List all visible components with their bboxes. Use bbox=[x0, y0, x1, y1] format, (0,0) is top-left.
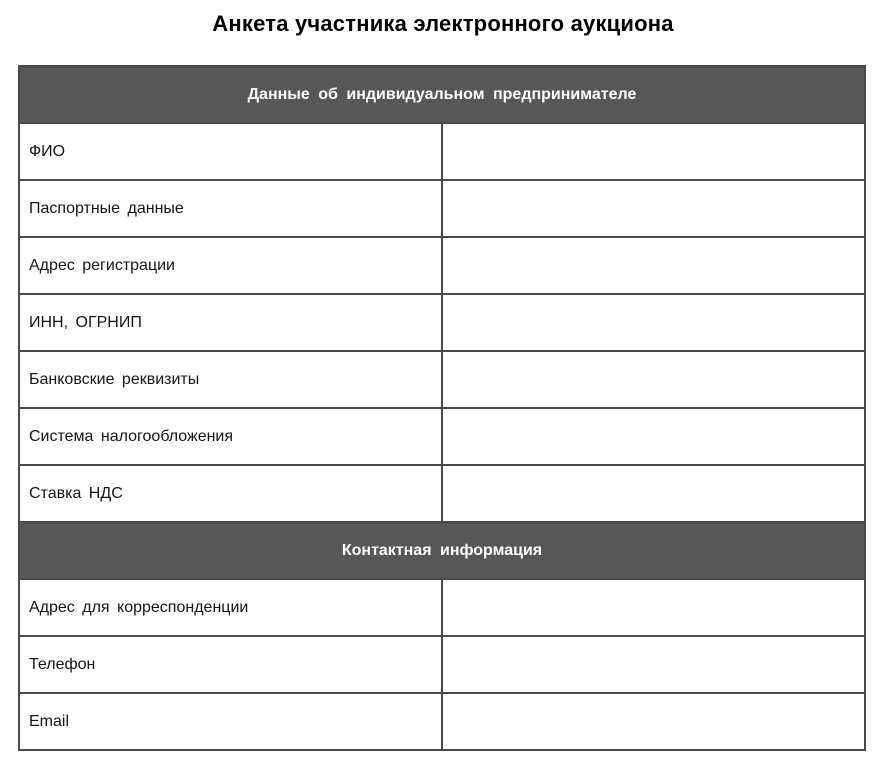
row-value-cell[interactable] bbox=[442, 693, 865, 750]
section-header-entrepreneur-data: Данные об индивидуальном предпринимателе bbox=[19, 66, 865, 123]
section-header-row-contact-info bbox=[19, 522, 865, 579]
row-vat-rate bbox=[19, 465, 865, 522]
row-email bbox=[19, 693, 865, 750]
row-label: Телефон bbox=[19, 636, 442, 693]
row-value-cell[interactable] bbox=[442, 180, 865, 237]
row-fio bbox=[19, 123, 865, 180]
row-label: Банковские реквизиты bbox=[19, 351, 442, 408]
row-label: Адрес для корреспонденции bbox=[19, 579, 442, 636]
row-inn-ogrnip bbox=[19, 294, 865, 351]
row-label: Email bbox=[19, 693, 442, 750]
row-label: Ставка НДС bbox=[19, 465, 442, 522]
row-value-cell[interactable] bbox=[442, 636, 865, 693]
section-header-row-entrepreneur-data bbox=[19, 66, 865, 123]
row-value-cell[interactable] bbox=[442, 237, 865, 294]
row-phone bbox=[19, 636, 865, 693]
row-value-cell[interactable] bbox=[442, 579, 865, 636]
row-registration-address bbox=[19, 237, 865, 294]
row-label: ФИО bbox=[19, 123, 442, 180]
row-label: Система налогообложения bbox=[19, 408, 442, 465]
row-value-cell[interactable] bbox=[442, 351, 865, 408]
row-tax-system bbox=[19, 408, 865, 465]
row-value-cell[interactable] bbox=[442, 408, 865, 465]
row-bank-details bbox=[19, 351, 865, 408]
row-label: Паспортные данные bbox=[19, 180, 442, 237]
row-value-cell[interactable] bbox=[442, 465, 865, 522]
row-passport-data bbox=[19, 180, 865, 237]
questionnaire-table bbox=[18, 65, 866, 751]
page-title: Анкета участника электронного аукциона bbox=[212, 11, 674, 36]
row-correspondence-address bbox=[19, 579, 865, 636]
row-value-cell[interactable] bbox=[442, 123, 865, 180]
row-value-cell[interactable] bbox=[442, 294, 865, 351]
row-label: ИНН, ОГРНИП bbox=[19, 294, 442, 351]
row-label: Адрес регистрации bbox=[19, 237, 442, 294]
section-header-contact-info: Контактная информация bbox=[19, 522, 865, 579]
